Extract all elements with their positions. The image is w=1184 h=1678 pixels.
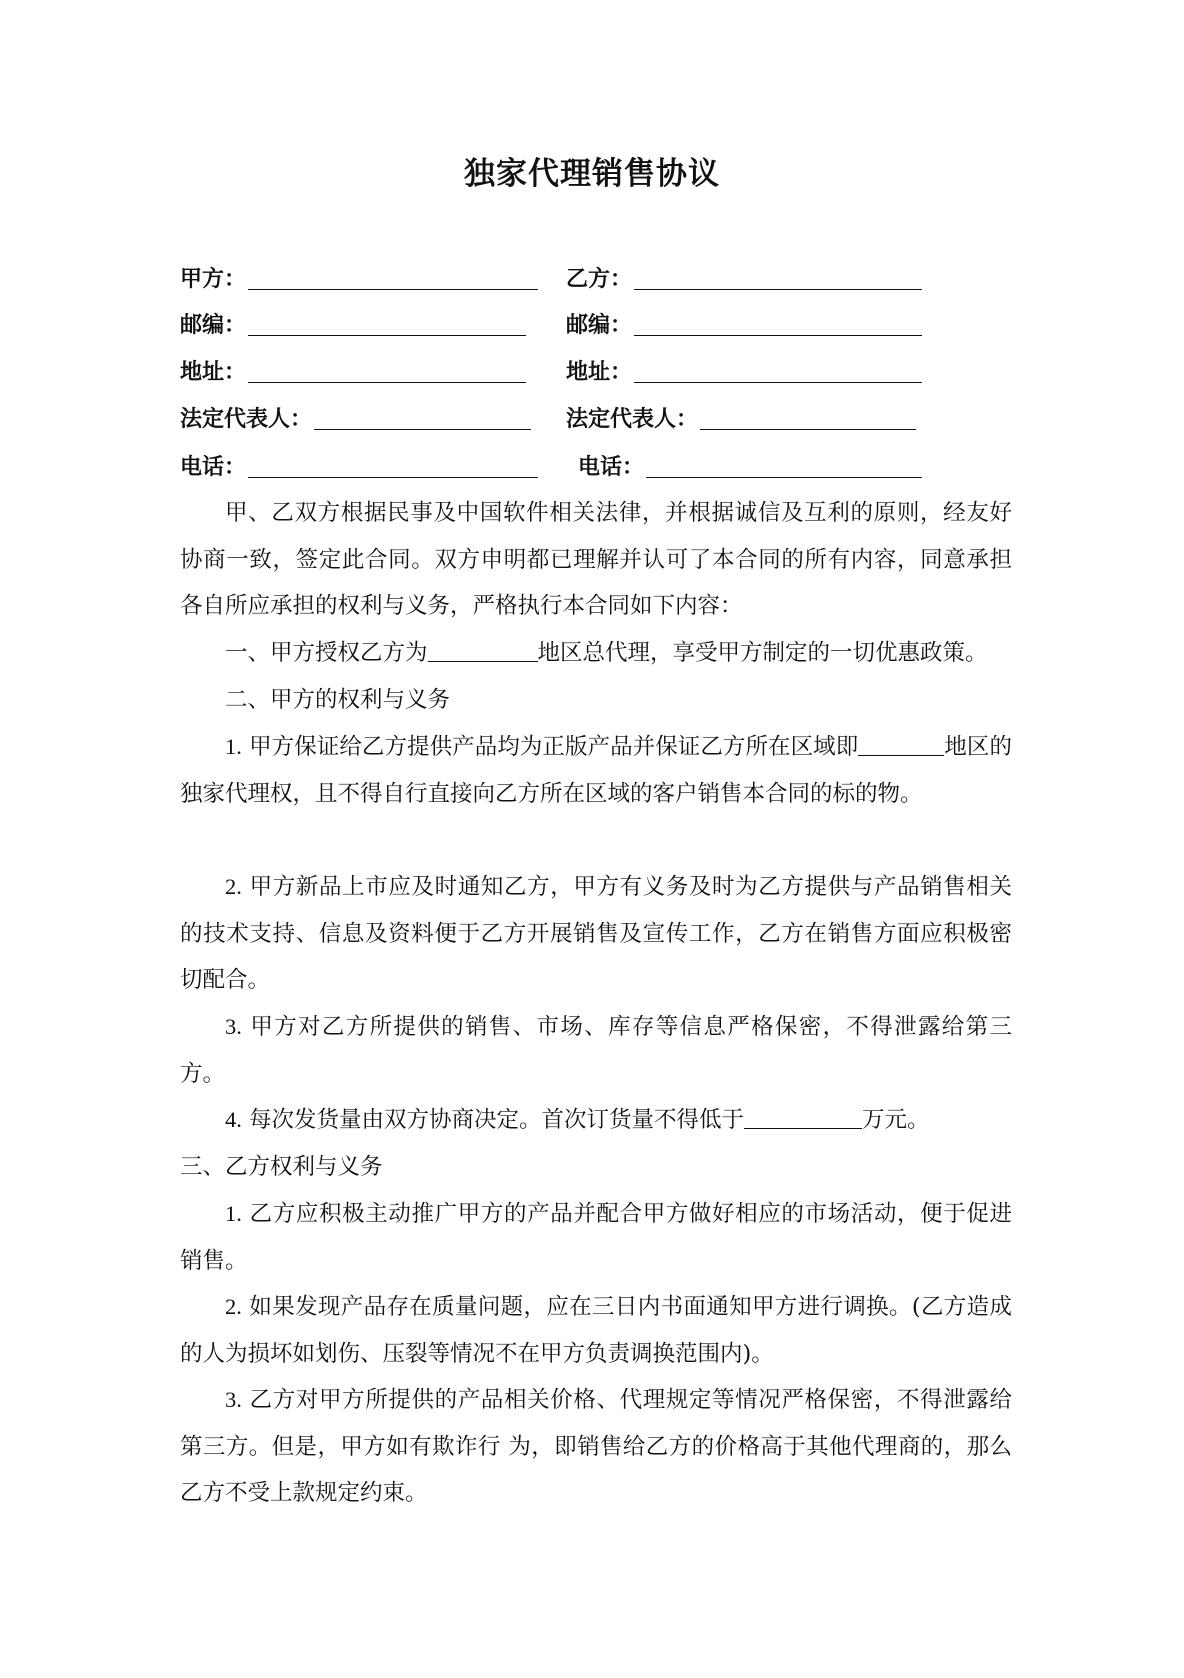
section-2-item-3 [180, 1004, 1012, 1097]
party-a-phone-label: 电话： [180, 455, 247, 480]
intro-paragraph: 甲、乙双方根据民事及中国软件相关法律，并根据诚信及互利的原则，经友好协商一致，签定此合同。双方申明都已理解并认可了本合同的所有内容，同意承担各自所应承担的权利与义务，严格执行本合同如下内容： [180, 500, 1012, 619]
party-b-address-label: 地址： [566, 360, 633, 385]
section-3-item-1-text: 乙方应积极主动推广甲方的产品并配合甲方做好相应的市场活动，便于促进销售。 [180, 1201, 1012, 1274]
section-1-region-blank[interactable] [428, 639, 538, 662]
party-a-blank[interactable] [248, 265, 538, 290]
party-a-phone-blank[interactable] [248, 453, 538, 478]
section-2-item-3-text: 甲方对乙方所提供的销售、市场、库存等信息严格保密，不得泄露给第三方。 [180, 1014, 1012, 1087]
party-b-postcode-blank[interactable] [634, 311, 922, 336]
section-3-item-3-number: 3. [225, 1387, 242, 1412]
party-b-postcode-label: 邮编： [566, 313, 633, 338]
party-a-address-blank[interactable] [248, 358, 526, 383]
party-a-label: 甲方： [180, 267, 247, 292]
section-3-heading: 三、乙方权利与义务 [180, 1154, 383, 1180]
section-2-item-3-number: 3. [225, 1014, 242, 1039]
section-2-item-1 [180, 724, 1012, 817]
section-3-item-3-text: 乙方对甲方所提供的产品相关价格、代理规定等情况严格保密，不得泄露给第三方。但是，甲方如有欺诈行 为，即销售给乙方的价格高于其他代理商的，那么乙方不受上款规定约束。 [180, 1387, 1012, 1506]
section-2-item-2-number: 2. [225, 874, 242, 899]
party-b-blank[interactable] [634, 265, 922, 290]
section-2-item-1-text-before: 甲方保证给乙方提供产品均为正版产品并保证乙方所在区域即 [249, 734, 859, 760]
section-2-item-1-region-blank[interactable] [858, 733, 944, 756]
section-2-item-4-text-before: 每次发货量由双方协商决定。首次订货量不得低于 [249, 1107, 745, 1133]
section-2-item-4-number: 4. [225, 1107, 242, 1132]
section-2-heading: 二、甲方的权利与义务 [225, 687, 451, 713]
section-2-item-2-text: 甲方新品上市应及时通知乙方，甲方有义务及时为乙方提供与产品销售相关的技术支持、信息及资料便于乙方开展销售及宣传工作，乙方在销售方面应积极密切配合。 [180, 874, 1012, 993]
document-title: 独家代理销售协议 [464, 156, 720, 192]
section-2-item-4 [180, 1097, 1012, 1144]
section-3-item-1-number: 1. [225, 1201, 242, 1226]
party-a-postcode-blank[interactable] [248, 311, 526, 336]
section-2-item-1-number: 1. [225, 734, 242, 759]
section-3-item-2-text: 如果发现产品存在质量问题，应在三日内书面通知甲方进行调换。(乙方造成的人为损坏如划伤、压裂等情况不在甲方负责调换范围内)。 [180, 1294, 1012, 1367]
party-b-legal-rep-label: 法定代表人： [566, 407, 699, 432]
party-b-label: 乙方： [566, 267, 633, 292]
section-3-item-2-number: 2. [225, 1294, 242, 1319]
party-b-address-blank[interactable] [634, 358, 922, 383]
party-a-address-label: 地址： [180, 360, 247, 385]
section-1-paragraph [180, 630, 1012, 677]
section-1-text-before: 一、甲方授权乙方为 [225, 640, 428, 666]
party-a-legal-rep-blank[interactable] [314, 405, 531, 430]
section-2-item-4-text-after: 万元。 [862, 1107, 930, 1133]
section-2-item-2 [180, 864, 1012, 1004]
party-a-legal-rep-label: 法定代表人： [180, 407, 313, 432]
party-b-legal-rep-blank[interactable] [700, 405, 916, 430]
section-3-item-3 [180, 1377, 1012, 1517]
party-b-phone-label: 电话： [578, 455, 645, 480]
section-1-text-after: 地区总代理，享受甲方制定的一切优惠政策。 [537, 640, 988, 666]
section-2-item-1-text-after: 地区的独家代理权，且不得自行直接向乙方所在区域的客户销售本合同的标的物。 [180, 734, 1012, 807]
section-3-item-2 [180, 1284, 1012, 1377]
party-a-postcode-label: 邮编： [180, 313, 247, 338]
section-3-item-1 [180, 1191, 1012, 1284]
party-b-phone-blank[interactable] [646, 453, 922, 478]
section-2-item-4-amount-blank[interactable] [744, 1106, 862, 1129]
